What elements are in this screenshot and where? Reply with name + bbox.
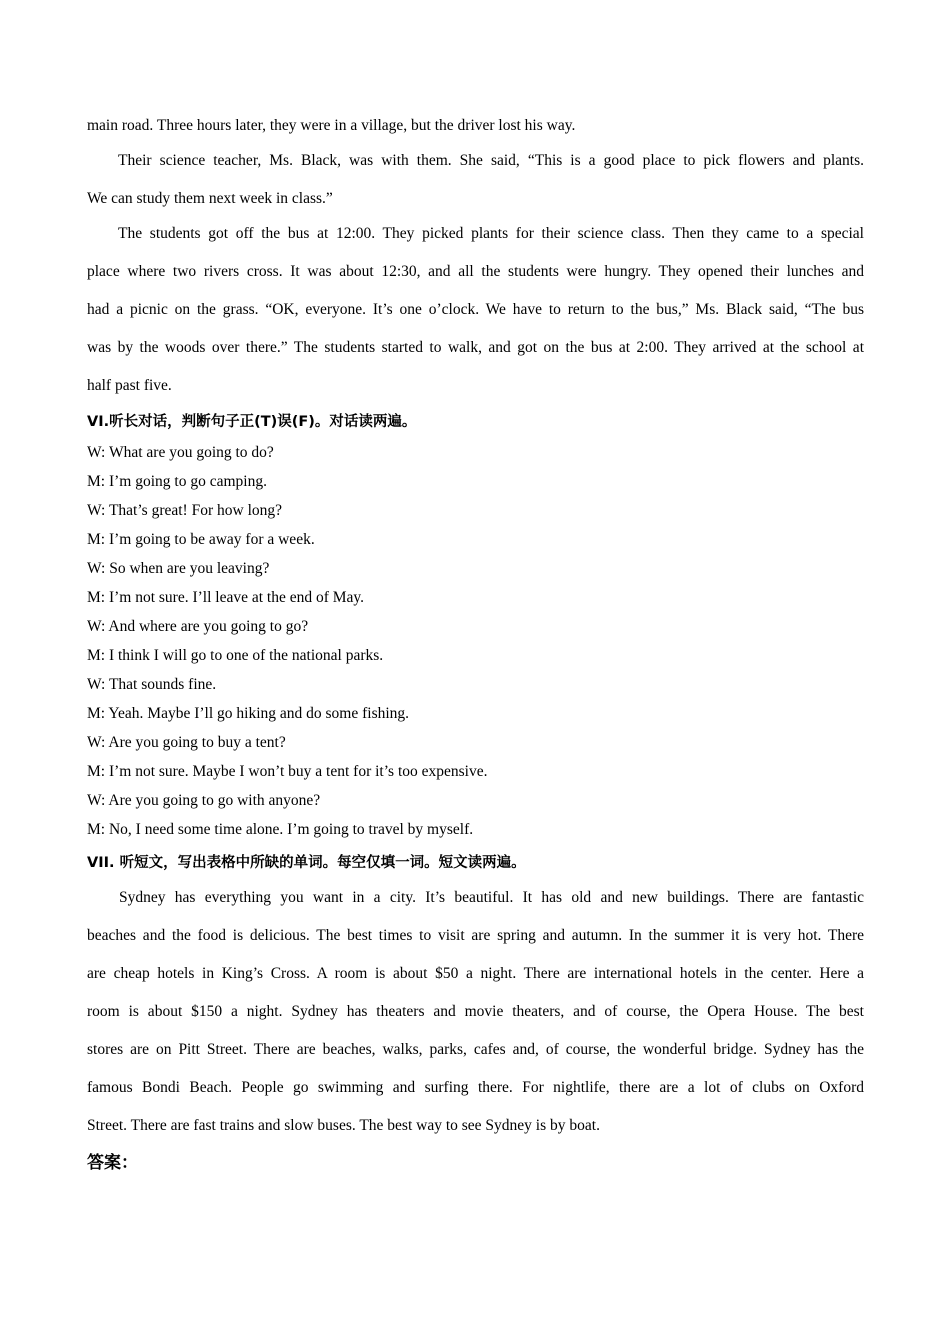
passage-line: stores are on Pitt Street. There are beaches, walks, parks, cafes and, of course, the wonderful bridge. Sydney has the	[87, 1041, 864, 1058]
answer-label: 答案：	[87, 1153, 138, 1173]
passage-line: Street. There are fast trains and slow buses. The best way to see Sydney is by boat.	[87, 1117, 600, 1134]
dialogue-line: W: So when are you leaving?	[87, 560, 270, 577]
dialogue-line: W: That’s great! For how long?	[87, 502, 282, 519]
dialogue-line: M: I’m going to be away for a week.	[87, 531, 315, 548]
dialogue-line: W: That sounds fine.	[87, 676, 217, 693]
passage-line: had a picnic on the grass. “OK, everyone. It’s one o’clock. We have to return to the bus,” Ms. Black said, “The bus	[87, 301, 864, 318]
passage-line: room is about $150 a night. Sydney has theaters and movie theaters, and of course, the Opera House. The best	[87, 1003, 864, 1020]
dialogue-line: W: What are you going to do?	[87, 444, 274, 461]
dialogue-line: W: And where are you going to go?	[87, 618, 309, 635]
passage-line: place where two rivers cross. It was about 12:30, and all the students were hungry. They opened their lunches and	[87, 263, 864, 280]
passage-line: beaches and the food is delicious. The best times to visit are spring and autumn. In the summer it is very hot. There	[87, 927, 864, 944]
passage-line: We can study them next week in class.”	[87, 190, 333, 207]
dialogue-line: M: I’m not sure. Maybe I won’t buy a tent for it’s too expensive.	[87, 763, 488, 780]
section-heading: VII. 听短文，写出表格中所缺的单词。每空仅填一词。短文读两遍。	[87, 855, 526, 871]
passage-line: main road. Three hours later, they were in a village, but the driver lost his way.	[87, 117, 576, 134]
dialogue-line: W: Are you going to go with anyone?	[87, 792, 321, 809]
passage-line: The students got off the bus at 12:00. They picked plants for their science class. Then they came to a special	[118, 225, 864, 242]
passage-line: Sydney has everything you want in a city. It’s beautiful. It has old and new buildings. There are fantastic	[119, 889, 864, 906]
dialogue-line: W: Are you going to buy a tent?	[87, 734, 286, 751]
passage-line: Their science teacher, Ms. Black, was with them. She said, “This is a good place to pick flowers and plants.	[118, 152, 864, 169]
dialogue-line: M: No, I need some time alone. I’m going to travel by myself.	[87, 821, 474, 838]
dialogue-line: M: I think I will go to one of the national parks.	[87, 647, 384, 664]
dialogue-line: M: I’m going to go camping.	[87, 473, 267, 490]
passage-line: famous Bondi Beach. People go swimming and surfing there. For nightlife, there are a lot of clubs on Oxford	[87, 1079, 864, 1096]
dialogue-line: M: Yeah. Maybe I’ll go hiking and do some fishing.	[87, 705, 410, 722]
passage-line: was by the woods over there.” The students started to walk, and got on the bus at 2:00. They arrived at the school at	[87, 339, 864, 356]
section-heading: VI.听长对话，判断句子正(T)误(F)。对话读两遍。	[87, 414, 417, 430]
dialogue-line: M: I’m not sure. I’ll leave at the end of May.	[87, 589, 365, 606]
passage-line: half past five.	[87, 377, 172, 394]
passage-line: are cheap hotels in King’s Cross. A room is about $50 a night. There are international hotels in the center. Here a	[87, 965, 864, 982]
